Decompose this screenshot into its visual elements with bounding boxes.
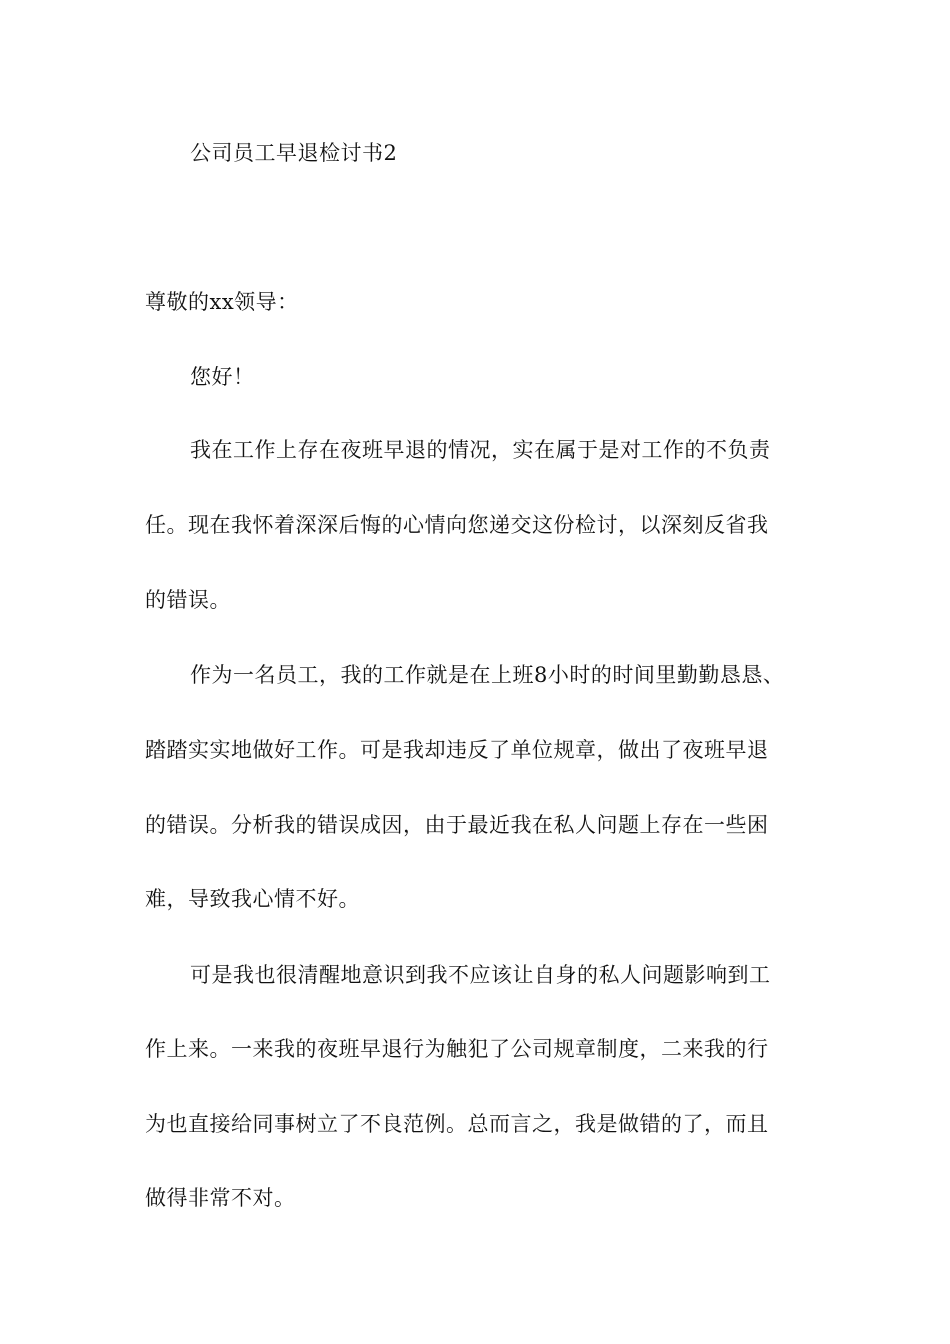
paragraph-3-line-1: 可是我也很清醒地意识到我不应该让自身的私人问题影响到工	[190, 963, 771, 987]
paragraph-1-line-2: 任。现在我怀着深深后悔的心情向您递交这份检讨，以深刻反省我	[145, 513, 769, 537]
paragraph-3-line-2: 作上来。一来我的夜班早退行为触犯了公司规章制度，二来我的行	[145, 1037, 769, 1061]
greeting: 您好！	[190, 365, 255, 389]
paragraph-3-line-4: 做得非常不对。	[145, 1186, 296, 1210]
paragraph-2-line-1: 作为一名员工，我的工作就是在上班8小时的时间里勤勤恳恳、	[190, 663, 785, 687]
salutation: 尊敬的xx领导：	[145, 290, 299, 314]
paragraph-3-line-3: 为也直接给同事树立了不良范例。总而言之，我是做错的了，而且	[145, 1112, 769, 1136]
paragraph-2-line-3: 的错误。分析我的错误成因，由于最近我在私人问题上存在一些困	[145, 813, 769, 837]
document-title: 公司员工早退检讨书2	[190, 141, 398, 165]
paragraph-2-line-4: 难，导致我心情不好。	[145, 887, 360, 911]
paragraph-1-line-3: 的错误。	[145, 588, 231, 612]
paragraph-1-line-1: 我在工作上存在夜班早退的情况，实在属于是对工作的不负责	[190, 438, 771, 462]
paragraph-2-line-2: 踏踏实实地做好工作。可是我却违反了单位规章，做出了夜班早退	[145, 738, 769, 762]
